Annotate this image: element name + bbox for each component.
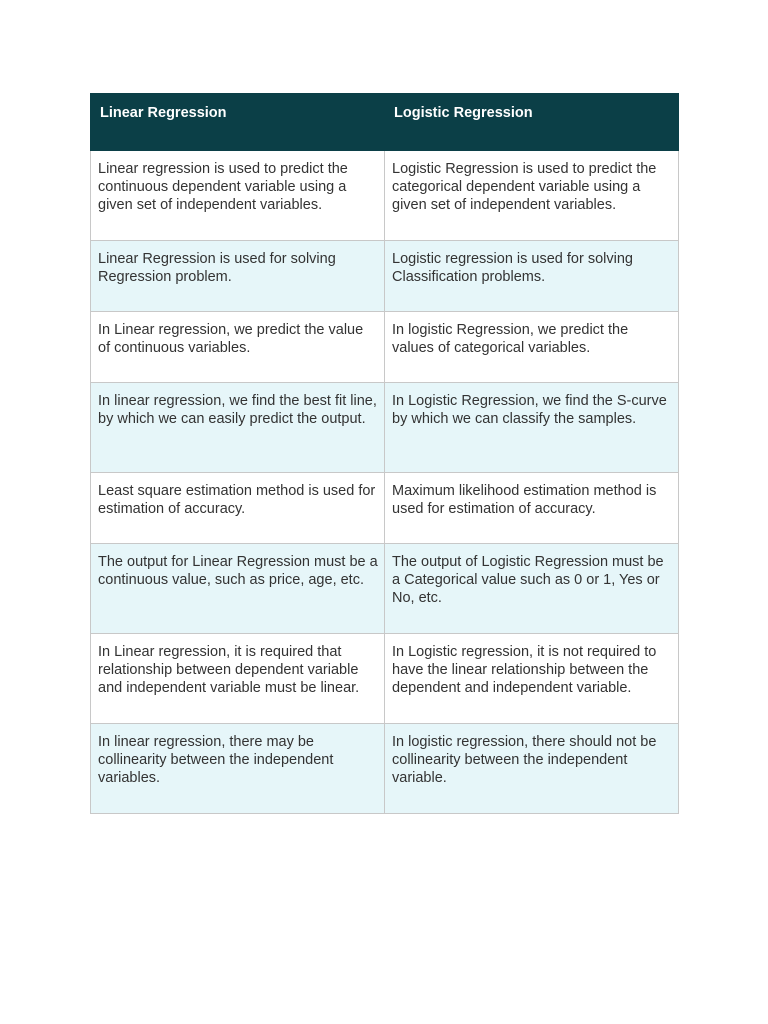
table-cell-linear: In linear regression, we find the best fit line, by which we can easily predict the output.	[91, 383, 385, 473]
table-cell-logistic: Logistic Regression is used to predict the categorical dependent variable using a given set of independent variables.	[385, 151, 679, 241]
table-row	[91, 473, 679, 544]
table-cell-linear: The output for Linear Regression must be a continuous value, such as price, age, etc.	[91, 544, 385, 634]
table-cell-logistic: In logistic Regression, we predict the values of categorical variables.	[385, 312, 679, 383]
table-row	[91, 241, 679, 312]
comparison-table	[90, 93, 679, 814]
table-cell-linear: Least square estimation method is used for estimation of accuracy.	[91, 473, 385, 544]
table-cell-logistic: In logistic regression, there should not be collinearity between the independent variable.	[385, 724, 679, 814]
table-row	[91, 634, 679, 724]
table-cell-logistic: Maximum likelihood estimation method is used for estimation of accuracy.	[385, 473, 679, 544]
table-cell-linear: In Linear regression, it is required that relationship between dependent variable and independent variable must be linear.	[91, 634, 385, 724]
table-cell-linear: In linear regression, there may be collinearity between the independent variables.	[91, 724, 385, 814]
header-linear-regression: Linear Regression	[91, 94, 385, 151]
table-row	[91, 312, 679, 383]
table-row	[91, 544, 679, 634]
header-logistic-regression: Logistic Regression	[385, 94, 679, 151]
table-cell-logistic: In Logistic regression, it is not required to have the linear relationship between the dependent and independent variable.	[385, 634, 679, 724]
table-cell-logistic: In Logistic Regression, we find the S-curve by which we can classify the samples.	[385, 383, 679, 473]
table-cell-logistic: Logistic regression is used for solving Classification problems.	[385, 241, 679, 312]
table-row	[91, 151, 679, 241]
table-cell-linear: In Linear regression, we predict the value of continuous variables.	[91, 312, 385, 383]
table-cell-linear: Linear Regression is used for solving Regression problem.	[91, 241, 385, 312]
table-header-row	[91, 94, 679, 151]
table-cell-linear: Linear regression is used to predict the continuous dependent variable using a given set of independent variables.	[91, 151, 385, 241]
table-row	[91, 724, 679, 814]
table-row	[91, 383, 679, 473]
table-cell-logistic: The output of Logistic Regression must be a Categorical value such as 0 or 1, Yes or No, etc.	[385, 544, 679, 634]
